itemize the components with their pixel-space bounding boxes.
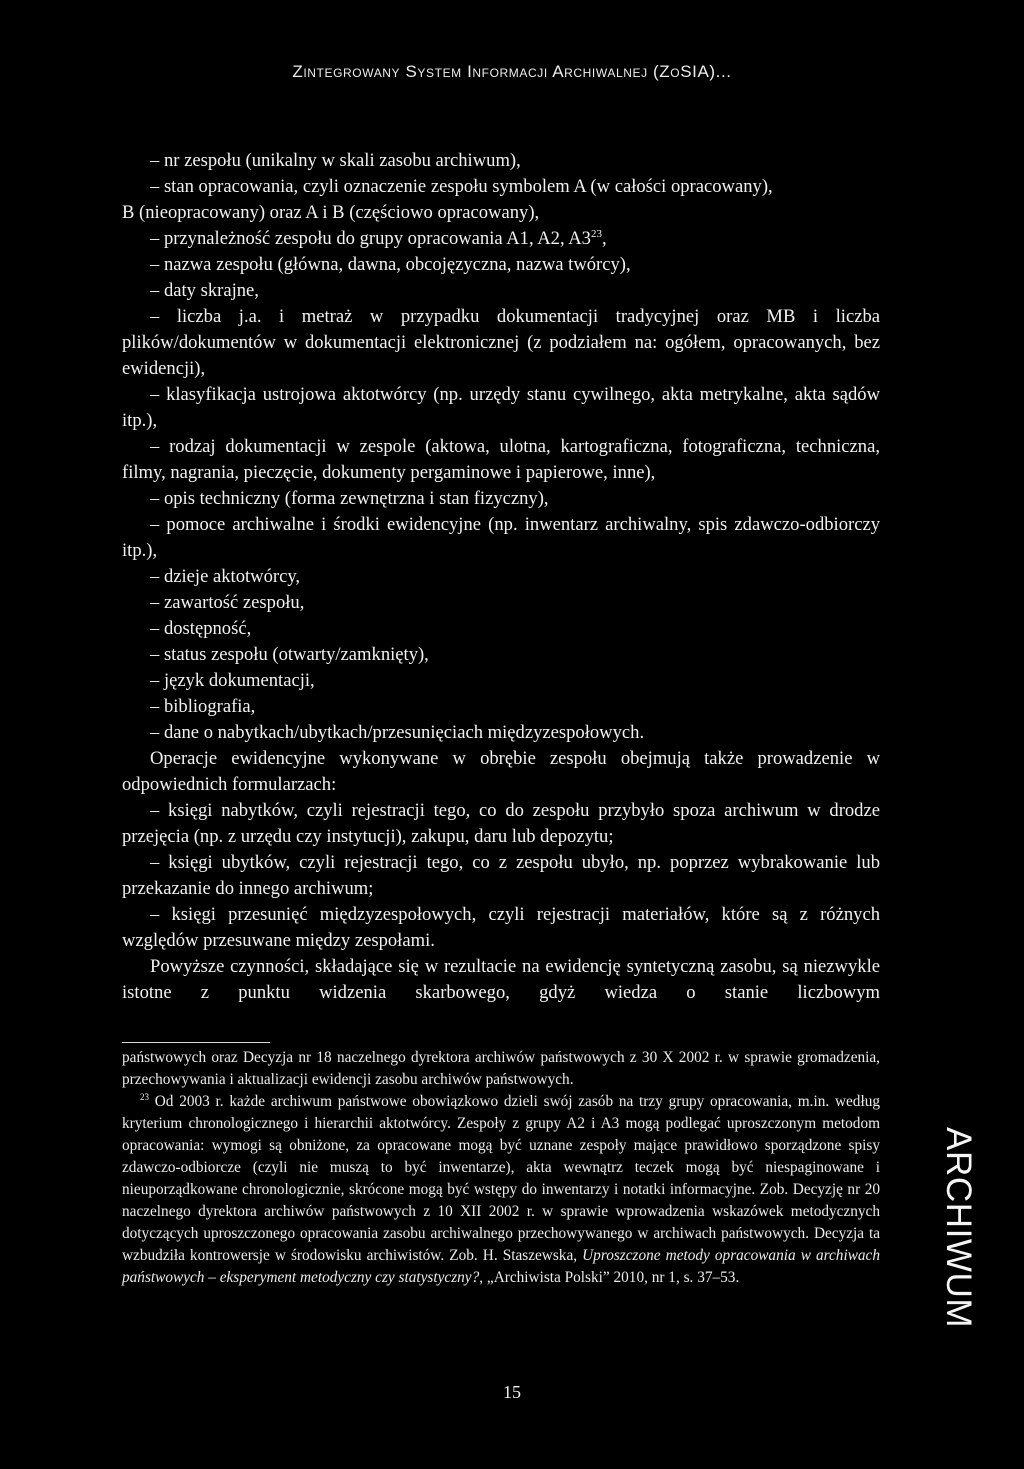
main-text [122, 148, 880, 1006]
list-item: – księgi ubytków, czyli rejestracji tego, co z zespołu ubyło, np. poprzez wybrakowanie lub przekazanie do innego archiwum; [122, 852, 880, 899]
list-item: – pomoce archiwalne i środki ewidencyjne (np. inwentarz archiwalny, spis zdawczo-odbiorczy itp.), [122, 514, 880, 561]
list-item: – rodzaj dokumentacji w zespole (aktowa, ulotna, kartograficzna, fotograficzna, techniczna, filmy, nagrania, pieczęcie, dokumenty pergaminowe i papierowe, inne), [122, 436, 880, 483]
list-item: – status zespołu (otwarty/zamknięty), [150, 644, 429, 665]
paragraph: Operacje ewidencyjne wykonywane w obrębie zespołu obejmują także prowadzenie w odpowiednich formularzach: [122, 748, 880, 795]
running-header: Zintegrowany System Informacji Archiwalnej (ZoSIA)... [292, 62, 732, 81]
footnote-text-end: , „Archiwista Polski” 2010, nr 1, s. 37–53. [479, 1269, 740, 1286]
list-item: – księgi przesunięć międzyzespołowych, czyli rejestracji materiałów, które są z różnych względów przesuwane między zespołami. [122, 904, 880, 951]
list-item: – dostępność, [150, 618, 252, 639]
list-item: – dzieje aktotwórcy, [150, 566, 301, 587]
list-item: – klasyfikacja ustrojowa aktotwórcy (np. urzędy stanu cywilnego, akta metrykalne, akta sądów itp.), [122, 384, 880, 431]
footnote-text: Od 2003 r. każde archiwum państwowe obowiązkowo dzieli swój zasób na trzy grupy opracowania, m.in. według kryterium chronologicznego i hierarchii aktotwórcy. Zespoły z grupy A2 i A3 mogą podlegać uproszczonym metodom opracowania: wymogi są obniżone, za opracowane mogą być uznane zespoły mające prawidłowo sporządzone spisy zdawczo-odbiorcze (czyli nie muszą to być inwentarze), akta wewnątrz teczek mogą być niespaginowane i nieuporządkowane chronologicznie, skrócone mogą być wstępy do inwentarzy i notatki informacyjne. Zob. Decyzję nr 20 naczelnego dyrektora archiwów państwowych z 10 XII 2002 r. w sprawie wprowadzenia wskazówek metodycznych dotyczących uproszczonego opracowania zasobu archiwalnego przechowywanego w archiwach państwowych. Decyzja ta wzbudziła kontrowersje w środowisku archiwistów. Zob. H. Staszewska, [122, 1093, 880, 1264]
footnote-separator [122, 1042, 270, 1043]
list-item: – liczba j.a. i metraż w przypadku dokumentacji tradycyjnej oraz MB i liczba plików/dokumentów w dokumentacji elektronicznej (z podziałem na: ogółem, opracowanych, bez ewidencji), [122, 306, 880, 379]
footnote-ref: 23 [590, 228, 602, 240]
paragraph: Powyższe czynności, składające się w rezultacie na ewidencję syntetyczną zasobu, są niezwykle istotne z punktu widzenia skarbowego, gdyż wiedza o stanie liczbowym [122, 956, 880, 1003]
list-item: – nazwa zespołu (główna, dawna, obcojęzyczna, nazwa twórcy), [150, 254, 631, 275]
footnote-title: Uproszczone metody opracowania w archiwach państwowych – eksperyment metodyczny czy statystyczny? [122, 1247, 880, 1286]
list-item: – bibliografia, [150, 696, 256, 717]
list-item [122, 226, 880, 252]
footnotes [122, 1047, 880, 1289]
list-item: – dane o nabytkach/ubytkach/przesunięciach międzyzespołowych. [150, 722, 645, 743]
list-item: – zawartość zespołu, [150, 592, 305, 613]
footnote-23 [122, 1091, 880, 1289]
footnote-number: 23 [140, 1092, 149, 1102]
journal-side-label: ARCHIWUM [939, 1127, 978, 1329]
list-item: – stan opracowania, czyli oznaczenie zespołu symbolem A (w całości opracowany), [150, 176, 773, 197]
list-item: – opis techniczny (forma zewnętrzna i stan fizyczny), [150, 488, 549, 509]
page-number: 15 [503, 1382, 521, 1402]
footnote-continuation: państwowych oraz Decyzja nr 18 naczelnego dyrektora archiwów państwowych z 30 X 2002 r. w sprawie gromadzenia, przechowywania i aktualizacji ewidencji zasobu archiwów państwowych. [122, 1049, 880, 1088]
list-item: – księgi nabytków, czyli rejestracji tego, co do zespołu przybyło spoza archiwum w drodze przejęcia (np. z urzędu czy instytucji), zakupu, daru lub depozytu; [122, 800, 880, 847]
list-item: – daty skrajne, [150, 280, 259, 301]
list-item: – nr zespołu (unikalny w skali zasobu archiwum), [150, 150, 521, 171]
list-item-continuation: B (nieopracowany) oraz A i B (częściowo opracowany), [122, 202, 540, 223]
list-item-punct: , [601, 228, 607, 249]
list-item-text: – przynależność zespołu do grupy opracowania A1, A2, A3 [150, 228, 591, 249]
list-item: – język dokumentacji, [150, 670, 315, 691]
